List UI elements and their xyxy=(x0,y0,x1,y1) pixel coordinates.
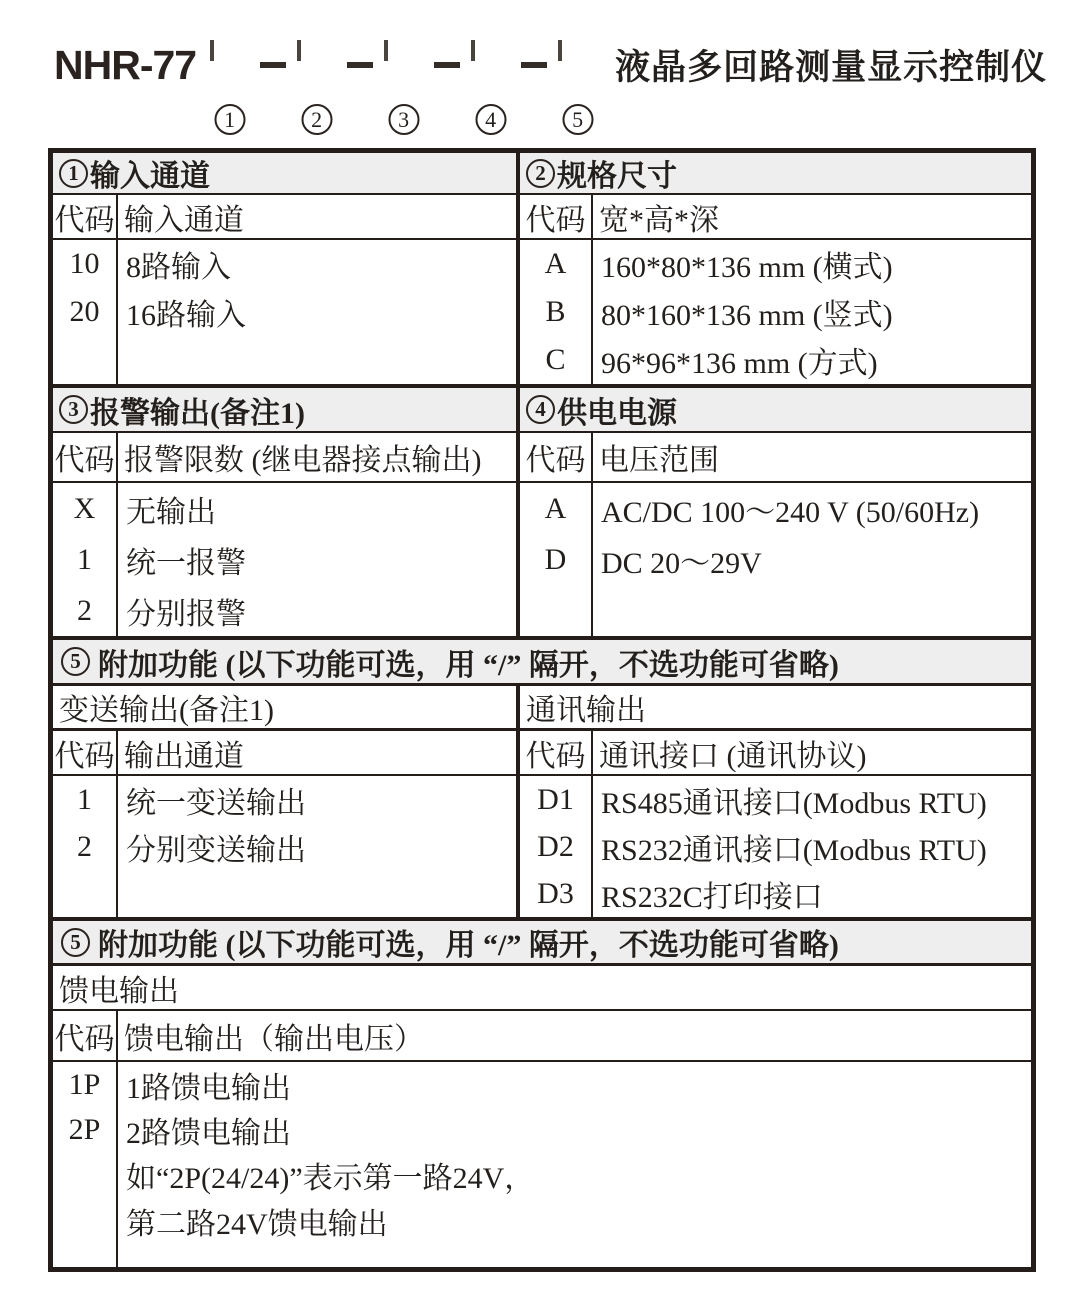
block-alarm-power xyxy=(53,388,1031,640)
column-header-row xyxy=(53,731,516,776)
section-title-text: 供电电源 xyxy=(557,396,677,430)
section-title xyxy=(520,388,1031,433)
data-rows xyxy=(53,240,516,384)
column-header-row xyxy=(520,433,1031,483)
desc-cell: 80*160*136 mm (竖式) xyxy=(601,299,893,332)
subtitle-text: 馈电输出 xyxy=(59,974,179,1008)
desc-cell: RS232通讯接口(Modbus RTU) xyxy=(601,833,987,867)
code-header: 代码 xyxy=(520,195,593,238)
desc-cell: 96*96*136 mm (方式) xyxy=(601,347,878,380)
circled-number-icon: 5 xyxy=(61,647,90,676)
desc-header: 宽*高*深 xyxy=(599,203,719,237)
data-rows xyxy=(53,776,516,917)
subtitle-text: 通讯输出 xyxy=(526,694,646,727)
code-header: 代码 xyxy=(53,1011,118,1060)
code-box-icon xyxy=(384,40,388,61)
data-rows xyxy=(53,1062,1031,1267)
code-cell: A xyxy=(544,247,567,280)
desc-cell: 统一变送输出 xyxy=(126,786,306,820)
code-header: 代码 xyxy=(53,195,118,238)
section-comm-output xyxy=(520,686,1031,917)
code-cell: X xyxy=(73,491,96,525)
code-cell: 2 xyxy=(77,593,92,627)
section-transmit-output xyxy=(53,686,520,917)
code-cell: 1P xyxy=(68,1067,101,1101)
desc-cell: RS485通讯接口(Modbus RTU) xyxy=(601,786,987,820)
model-box-3 xyxy=(384,42,423,132)
desc-cell: DC 20～29V xyxy=(601,546,762,580)
code-cell: 2P xyxy=(68,1112,101,1146)
section-subtitle xyxy=(53,966,1031,1011)
desc-cell: 如“2P(24/24)”表示第一路24V， xyxy=(126,1162,535,1195)
addon-banner-1 xyxy=(53,640,1031,686)
code-cell: C xyxy=(545,343,566,376)
circled-number-icon: 3 xyxy=(59,395,88,424)
desc-cell: 2路馈电输出 xyxy=(126,1116,291,1150)
banner-text: 附加功能 (以下功能可选，用 “/” 隔开，不选功能可省略) xyxy=(98,929,839,962)
code-cell: D xyxy=(544,542,567,576)
code-cell: 20 xyxy=(69,295,100,328)
data-rows xyxy=(53,483,516,636)
column-header-row xyxy=(53,433,516,483)
dash-icon xyxy=(521,62,547,68)
position-label-4: 4 xyxy=(475,104,506,135)
desc-header: 报警限数 (继电器接点输出) xyxy=(124,444,482,477)
addon-banner-2 xyxy=(53,921,1031,966)
model-code-line xyxy=(54,40,1048,132)
column-header-row xyxy=(53,1011,1031,1062)
code-cell: 1 xyxy=(77,542,92,576)
code-cell: D1 xyxy=(537,782,574,816)
section-title-text: 输入通道 xyxy=(90,160,210,193)
desc-cell: 1路馈电输出 xyxy=(126,1071,291,1105)
desc-header: 馈电输出（输出电压） xyxy=(124,1022,424,1056)
section-subtitle xyxy=(520,686,1031,731)
desc-cell: AC/DC 100～240 V (50/60Hz) xyxy=(601,495,980,529)
circled-number-icon: 5 xyxy=(61,928,90,957)
section-title-text: 报警输出(备注1) xyxy=(90,396,305,430)
code-cell: 1 xyxy=(77,782,92,816)
banner-text: 附加功能 (以下功能可选，用 “/” 隔开，不选功能可省略) xyxy=(98,648,839,682)
column-header-row xyxy=(53,195,516,240)
circled-number-icon: 4 xyxy=(526,395,555,424)
desc-cell: 分别报警 xyxy=(126,597,246,631)
section-title xyxy=(520,153,1031,195)
position-label-2: 2 xyxy=(301,104,332,135)
code-cell: D2 xyxy=(537,829,574,863)
code-cell xyxy=(53,1198,116,1244)
dash-icon xyxy=(260,62,286,68)
position-label-1: 1 xyxy=(214,104,245,135)
desc-cell: 8路输入 xyxy=(126,251,231,284)
code-cell: D3 xyxy=(537,876,574,910)
column-header-row xyxy=(520,195,1031,240)
section-input-channel xyxy=(53,153,520,384)
desc-header: 输出通道 xyxy=(124,739,244,773)
data-rows xyxy=(520,776,1031,917)
dash-icon xyxy=(434,62,460,68)
model-box-4 xyxy=(471,42,510,132)
code-cell xyxy=(53,1152,116,1198)
position-label-5: 5 xyxy=(562,104,593,135)
section-title xyxy=(53,388,516,433)
block-feed-output xyxy=(53,966,1031,1267)
model-box-1 xyxy=(210,42,249,132)
section-dimensions xyxy=(520,153,1031,384)
section-alarm-output xyxy=(53,388,520,636)
column-header-row xyxy=(520,731,1031,776)
model-box-5 xyxy=(558,42,597,132)
code-box-icon xyxy=(297,40,301,61)
product-title: 液晶多回路测量显示控制仪 xyxy=(615,48,1048,87)
subtitle-text: 变送输出(备注1) xyxy=(59,694,274,727)
circled-number-icon: 1 xyxy=(59,159,88,188)
desc-header: 电压范围 xyxy=(599,444,719,477)
desc-cell: 第二路24V馈电输出 xyxy=(126,1208,388,1241)
code-header: 代码 xyxy=(520,731,593,774)
desc-cell: 分别变送输出 xyxy=(126,833,306,867)
code-box-icon xyxy=(558,40,562,61)
code-cell: B xyxy=(545,295,566,328)
code-cell: 10 xyxy=(69,247,100,280)
section-feed-output xyxy=(53,966,1031,1267)
section-title xyxy=(53,153,516,195)
desc-cell: 无输出 xyxy=(126,495,216,529)
data-rows xyxy=(520,240,1031,384)
section-subtitle xyxy=(53,686,516,731)
code-header: 代码 xyxy=(53,731,118,774)
block-input-dimensions xyxy=(53,153,1031,388)
code-box-icon xyxy=(210,40,214,61)
code-header: 代码 xyxy=(53,433,118,481)
desc-cell: 统一报警 xyxy=(126,546,246,580)
desc-header: 输入通道 xyxy=(124,203,244,237)
desc-header: 通讯接口 (通讯协议) xyxy=(599,739,867,773)
code-header: 代码 xyxy=(520,433,593,481)
position-label-3: 3 xyxy=(388,104,419,135)
block-transmit-comm xyxy=(53,686,1031,921)
model-prefix: NHR-77 xyxy=(54,41,197,88)
code-cell: 2 xyxy=(77,829,92,863)
desc-cell: 16路输入 xyxy=(126,299,246,332)
desc-cell: 160*80*136 mm (横式) xyxy=(601,251,893,284)
section-power-supply xyxy=(520,388,1031,636)
dash-icon xyxy=(347,62,373,68)
spec-table xyxy=(48,148,1036,1272)
section-title-text: 规格尺寸 xyxy=(557,160,677,193)
code-box-icon xyxy=(471,40,475,61)
model-box-2 xyxy=(297,42,336,132)
data-rows xyxy=(520,483,1031,636)
desc-cell: RS232C打印接口 xyxy=(601,880,823,914)
circled-number-icon: 2 xyxy=(526,159,555,188)
code-cell: A xyxy=(544,491,567,525)
